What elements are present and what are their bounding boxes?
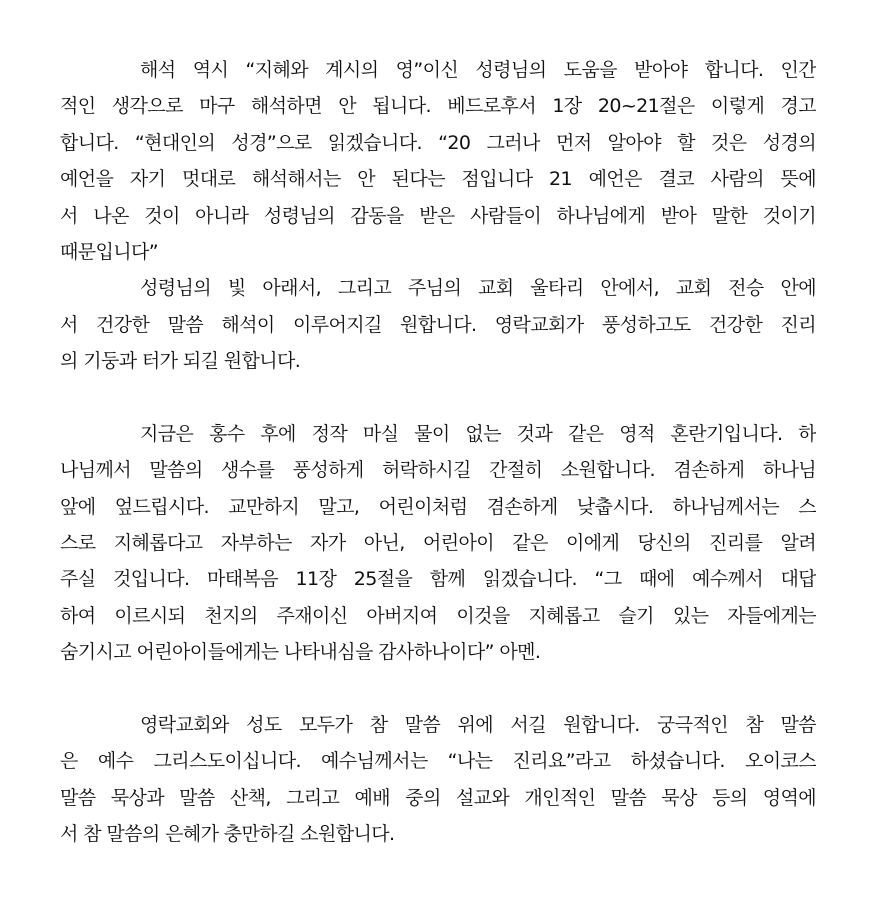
paragraph-spacer: [60, 380, 816, 416]
text-line: 하여 이르시되 천지의 주재이신 아버지여 이것을 지혜롭고 슬기 있는 자들에게는: [60, 604, 816, 627]
text-line: 서 건강한 말씀 해석이 이루어지길 원합니다. 영락교회가 풍성하고도 건강한 진리: [60, 313, 816, 336]
text-line: 말씀 묵상과 말씀 산책, 그리고 예배 중의 설교와 개인적인 말씀 묵상 등의 영역에: [60, 786, 816, 809]
text-line: 앞에 엎드립시다. 교만하지 말고, 어린이처럼 겸손하게 낮춥시다. 하나님께서는 스: [60, 495, 816, 518]
paragraph-2: [60, 270, 816, 379]
paragraph-4: [60, 707, 816, 853]
text-line: 합니다. “현대인의 성경”으로 읽겠습니다. “20 그러나 먼저 알아야 할 것은 성경의: [60, 131, 816, 154]
paragraph-1: [60, 52, 816, 270]
text-line: 은 예수 그리스도이십니다. 예수님께서는 “나는 진리요”라고 하셨습니다. 오이코스: [60, 750, 816, 773]
text-line: 서 참 말씀의 은혜가 충만하길 소원합니다.: [60, 823, 395, 846]
paragraph-spacer: [60, 671, 816, 707]
text-line: 영락교회와 성도 모두가 참 말씀 위에 서길 원합니다. 궁극적인 참 말씀: [140, 714, 816, 737]
document-page: [60, 52, 816, 853]
text-line: 숨기시고 어린아이들에게는 나타내심을 감사하나이다” 아멘.: [60, 641, 541, 664]
text-line: 서 나온 것이 아니라 성령님의 감동을 받은 사람들이 하나님에게 받아 말한 것이기: [60, 204, 816, 227]
text-line: 때문입니다”: [60, 240, 159, 263]
text-line: 의 기둥과 터가 되길 원합니다.: [60, 350, 301, 373]
paragraph-3: [60, 416, 816, 671]
text-line: 지금은 홍수 후에 정작 마실 물이 없는 것과 같은 영적 혼란기입니다. 하: [140, 422, 816, 445]
text-line: 나님께서 말씀의 생수를 풍성하게 허락하시길 간절히 소원합니다. 겸손하게 하나님: [60, 459, 816, 482]
text-line: 해석 역시 “지혜와 계시의 영”이신 성령님의 도움을 받아야 합니다. 인간: [140, 59, 816, 81]
text-line: 적인 생각으로 마구 해석하면 안 됩니다. 베드로후서 1장 20~21절은 이렇게 경고: [60, 95, 816, 118]
text-line: 스로 지혜롭다고 자부하는 자가 아닌, 어린아이 같은 이에게 당신의 진리를 알려: [60, 532, 816, 555]
text-line: 예언을 자기 멋대로 해석해서는 안 된다는 점입니다 21 예언은 결코 사람의 뜻에: [60, 168, 816, 191]
text-line: 주실 것입니다. 마태복음 11장 25절을 함께 읽겠습니다. “그 때에 예수께서 대답: [60, 568, 816, 591]
text-line: 성령님의 빛 아래서, 그리고 주님의 교회 울타리 안에서, 교회 전승 안에: [140, 277, 816, 300]
